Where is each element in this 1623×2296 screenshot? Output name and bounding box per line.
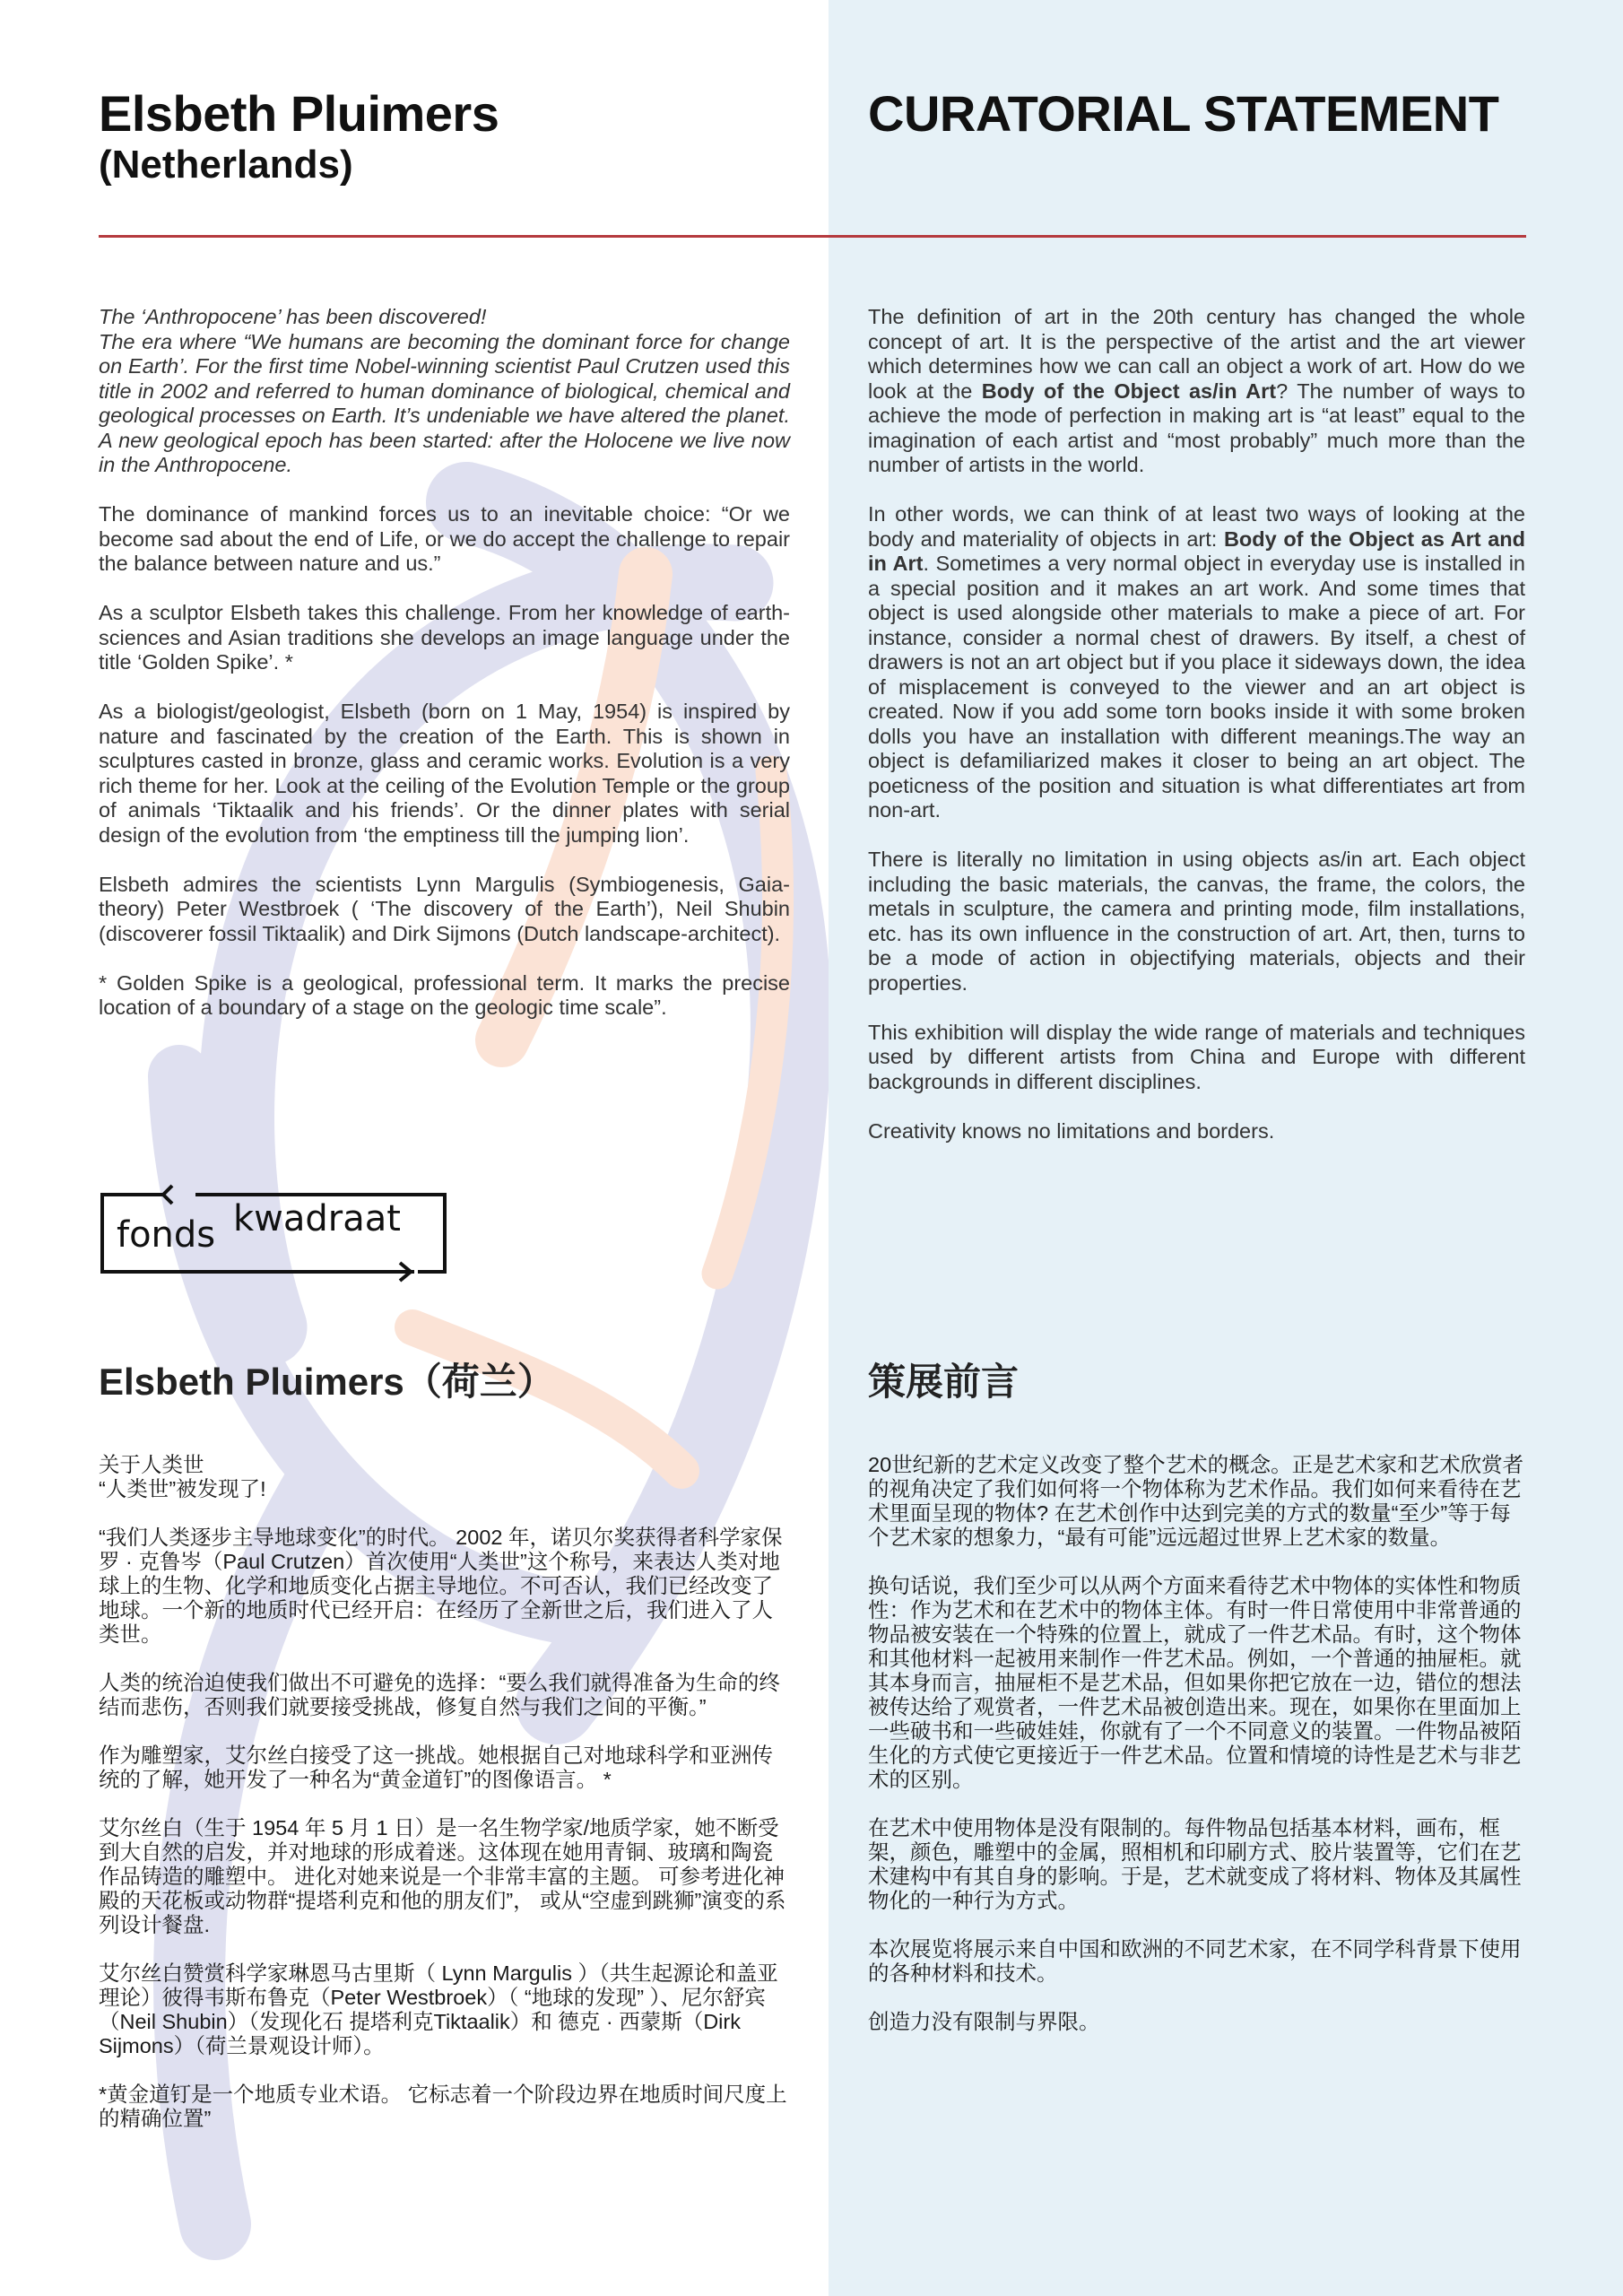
statement-paragraph: There is literally no limitation in using objects as/in art. Each object including the basic materials, the canvas, the frame, the colors, the metals in sculpture, the camera and printing mode, film installations, etc. has its own influence in the construction of art. Art, then, turns to be a mode of action in objectifying materials, objects and their properties. — [868, 848, 1525, 995]
artist-name-heading: Elsbeth Pluimers — [99, 85, 499, 142]
bio-paragraph-chinese: “我们人类逐步主导地球变化”的时代。 2002 年，诺贝尔奖获得者科学家保罗 · 克鲁岑（Paul Crutzen）首次使用“人类世”这个称号，来表达人类对地球上的生物、化学和地质变化占据主导地位。不可否认，我们已经改变了地球。一个新的地质时代已经开启：在经历了全新世之后，我们进入了人类世。 — [99, 1526, 783, 1646]
statement-closing: Creativity knows no limitations and borders. — [868, 1118, 1275, 1143]
statement-emphasis: Body of the Object as Art and in Art — [868, 526, 1525, 575]
bio-paragraph-chinese: 人类的统治迫使我们做出不可避免的选择：“要么我们就得准备为生命的终结而悲伤，否则我们就要接受挑战，修复自然与我们之间的平衡。” — [99, 1671, 780, 1718]
bio-paragraph: As a biologist/geologist, Elsbeth (born on 1 May, 1954) is inspired by nature and fascinated by the creation of the Earth. This is shown in sculptures casted in bronze, glass and ceramic works. Evolution is a very rich theme for her. Look at the ceiling of the Evolution Temple or the group of animals ‘Tiktaalik and his friends’. Or the dinner plates with serial design of the evolution from ‘the emptiness till the jumping lion’. — [99, 700, 790, 847]
artist-name-heading-chinese: Elsbeth Pluimers（荷兰） — [99, 1361, 555, 1403]
header-divider — [99, 235, 1526, 238]
statement-closing-chinese: 创造力没有限制与界限。 — [868, 2010, 1100, 2033]
statement-paragraph-chinese: 20世纪新的艺术定义改变了整个艺术的概念。正是艺术家和艺术欣赏者的视角决定了我们如何将一个物体称为艺术作品。我们如何来看待在艺术里面呈现的物体? 在艺术创作中达到完美的方式的数量“至少”等于每个艺术家的想象力，“最有可能”远远超过世界上艺术家的数量。 — [868, 1453, 1524, 1549]
anthropocene-intro — [99, 305, 790, 478]
statement-text: In other words, we can think of at least two ways of looking at the body and materiality of objects in art: — [868, 502, 1525, 551]
statement-text: . Sometimes a very normal object in everyday use is installed in a special position and it makes an art work. And some times that object is used alongside other materials to make a piece of art. For instance, consider a normal chest of drawers. By itself, a chest of drawers is not an art object but if you place it sideways down, the idea of misplacement is conveyed to the viewer and an art object is created. Now if you add some torn books inside it with some broken dolls you have an installation with different meanings.The way an object is defamiliarized makes it closer to being an art object. The poeticness of the position and situation is what differentiates art from non-art. — [868, 552, 1525, 822]
bio-paragraph-chinese: 作为雕塑家，艾尔丝白接受了这一挑战。她根据自己对地球科学和亚洲传统的了解，她开发了一种名为“黄金道钉”的图像语言。 * — [99, 1744, 773, 1791]
statement-paragraph: This exhibition will display the wide range of materials and techniques used by different artists from China and Europe with different backgrounds in different disciplines. — [868, 1020, 1525, 1093]
artist-bio-english — [99, 305, 790, 1045]
curatorial-statement-chinese — [868, 1453, 1525, 2058]
bio-intro-chinese-line-2: “人类世”被发现了! — [99, 1477, 266, 1500]
curatorial-statement-heading-chinese: 策展前言 — [868, 1361, 1020, 1403]
curatorial-statement-heading: CURATORIAL STATEMENT — [868, 85, 1499, 142]
bio-paragraph: The dominance of mankind forces us to an inevitable choice: “Or we become sad about the end of Life, or we do accept the challenge to repair the balance between nature and us.” — [99, 502, 790, 575]
bio-intro-chinese-line-1: 关于人类世 — [99, 1453, 204, 1476]
logo-text-fonds: fonds — [117, 1214, 216, 1256]
anthropocene-intro-line-1: The ‘Anthropocene’ has been discovered! — [99, 305, 487, 328]
statement-text: The definition of art in the 20th century has changed the whole concept of art. It is the perspective of the artist and the art viewer which determines how we can call an object a work of art. How do we look at the — [868, 305, 1525, 403]
statement-text: ? The number of ways to achieve the mode of perfection in making art is “at least” equal to the imagination of each artist and “most probably” much more than the number of artists in the world. — [868, 378, 1526, 476]
statement-paragraph-chinese: 本次展览将展示来自中国和欧洲的不同艺术家，在不同学科背景下使用的各种材料和技术。 — [868, 1937, 1522, 1985]
golden-spike-footnote-chinese: *黄金道钉是一个地质专业术语。 它标志着一个阶段边界在地质时间尺度上的精确位置” — [99, 2083, 787, 2130]
bio-paragraph-chinese: 艾尔丝白赞赏科学家琳恩马古里斯（ Lynn Margulis ）（共生起源论和盖亚理论）彼得韦斯布鲁克（Peter Westbroek）（ “地球的发现” ）、尼尔舒宾（Neil Shubin）（发现化石 提塔利克Tiktaalik）和 德克 · 西蒙斯（Dirk Sijmons）（荷兰景观设计师）。 — [99, 1961, 778, 2057]
statement-paragraph — [868, 502, 1525, 823]
artist-country-heading: (Netherlands) — [99, 143, 353, 187]
statement-paragraph-chinese: 换句话说，我们至少可以从两个方面来看待艺术中物体的实体性和物质性：作为艺术和在艺术中的物体主体。有时一件日常使用中非常普通的物品被安装在一个特殊的位置上，就成了一件艺术品。有时，这个物体和其他材料一起被用来制作一件艺术品。例如，一个普通的抽屉柜。就其本身而言，抽屉柜不是艺术品，但如果你把它放在一边，错位的想法被传达给了观赏者，一件艺术品被创造出来。现在，如果你在里面加上一些破书和一些破娃娃，你就有了一个不同意义的装置。一件物品被陌生化的方式使它更接近于一件艺术品。位置和情境的诗性是艺术与非艺术的区别。 — [868, 1574, 1522, 1791]
artist-bio-chinese — [99, 1453, 790, 2155]
bio-paragraph-chinese: 艾尔丝白（生于 1954 年 5 月 1 日）是一名生物学家/地质学家，她不断受到大自然的启发，并对地球的形成着迷。这体现在她用青铜、玻璃和陶瓷作品铸造的雕塑中。 进化对她来说是一个非常丰富的主题。 可参考进化神殿的天花板或动物群“提塔利克和他的朋友们”， 或从“空虚到跳狮”演变的系列设计餐盘. — [99, 1816, 786, 1936]
bio-intro-chinese — [99, 1453, 790, 1501]
bio-paragraph: Elsbeth admires the scientists Lynn Margulis (Symbiogenesis, Gaia-theory) Peter Westbroek ( ‘The discovery of the Earth’), Neil Shubin (discoverer fossil Tiktaalik) and Dirk Sijmons (Dutch landscape-architect). — [99, 872, 790, 945]
statement-paragraph-chinese: 在艺术中使用物体是没有限制的。每件物品包括基本材料，画布，框架，颜色，雕塑中的金属，照相机和印刷方式、胶片装置等，它们在艺术建构中有其自身的影响。于是，艺术就变成了将材料、物体及其属性物化的一种行为方式。 — [868, 1816, 1522, 1912]
fondskwadraat-logo — [99, 1184, 448, 1284]
statement-emphasis: Body of the Object as/in Art — [981, 378, 1277, 403]
golden-spike-footnote: * Golden Spike is a geological, professional term. It marks the precise location of a boundary of a stage on the geologic time scale”. — [99, 970, 790, 1019]
bio-paragraph: As a sculptor Elsbeth takes this challenge. From her knowledge of earth-sciences and Asian traditions she develops an image language under the title ‘Golden Spike’. * — [99, 601, 790, 674]
curatorial-statement-english — [868, 305, 1525, 1169]
logo-text-kwadraat: kwadraat — [233, 1198, 401, 1239]
anthropocene-intro-line-2: The era where “We humans are becoming the dominant force for change on Earth’. For the first time Nobel-winning scientist Paul Crutzen used this title in 2002 and referred to human dominance of biological, chemical and geological processes on Earth. It’s undeniable we have altered the planet. A new geological epoch has been started: after the Holocene we live now in the Anthropocene. — [99, 329, 790, 476]
statement-paragraph — [868, 305, 1525, 478]
